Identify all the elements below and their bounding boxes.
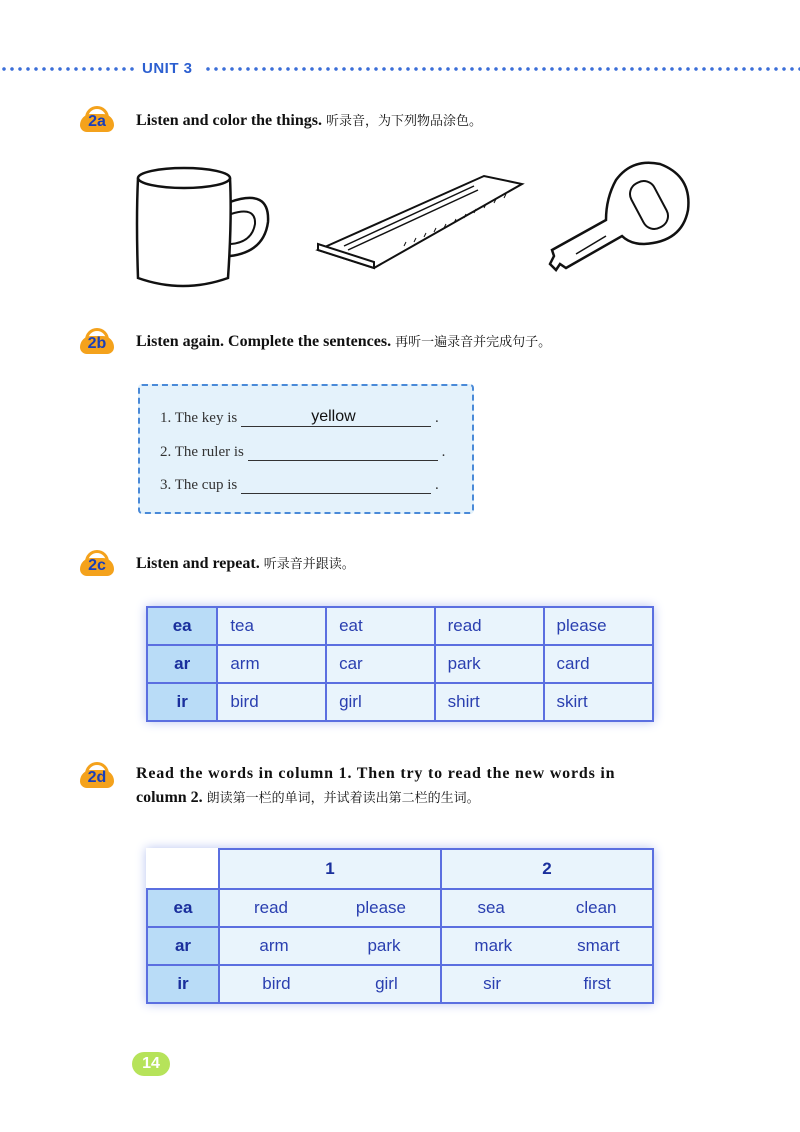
word-cell: bird [262,974,291,993]
word-cell: read [435,607,544,645]
answer-blank-1[interactable]: yellow [241,408,431,427]
word-cell: girl [326,683,435,721]
page-number: 14 [132,1052,170,1076]
letter-key: ea [147,889,219,927]
word-cell: tea [217,607,326,645]
table-row [147,965,653,1003]
sentence-1: 1. The key is yellow . [160,408,439,426]
answer-blank-3[interactable] [241,475,431,494]
sentence-2: 2. The ruler is . [160,444,446,460]
cup-icon [128,160,278,294]
column-1-header: 1 [219,849,441,889]
letter-key: ar [147,927,219,965]
table-row [147,607,653,645]
instruction-2d-line2: column 2. 朗读第一栏的单词，并试着读出第二栏的生词。 [136,789,480,806]
word-cell: read [253,898,288,917]
letter-key: ar [147,645,217,683]
word-cell: smart [577,936,620,955]
phonics-table-2c [146,606,654,722]
table-row [147,927,653,965]
word-cell: eat [326,607,435,645]
table-row [147,889,653,927]
instruction-2c: Listen and repeat. 听录音并跟读。 [136,555,355,572]
word-cell: first [583,974,611,993]
header-dots-right [204,66,800,72]
word-cell: clean [575,898,617,917]
word-cell: arm [217,645,326,683]
word-cell: sir [483,974,502,993]
instruction-2d-line1: Read the words in column 1. Then try to read the new words in [136,765,616,782]
word-cell: mark [474,936,513,955]
table-row [147,683,653,721]
answer-blank-2[interactable] [248,442,438,461]
word-cell: please [355,898,406,917]
letter-key: ir [147,683,217,721]
header-dots-left [0,66,138,72]
instruction-2a: Listen and color the things. 听录音，为下列物品涂色。 [136,112,482,129]
badge-2c: 2c [80,550,116,576]
ruler-icon [314,172,526,272]
word-cell: arm [259,936,289,955]
instruction-2b: Listen again. Complete the sentences. 再听一遍录音并完成句子。 [136,333,552,350]
badge-2d: 2d [80,762,116,788]
column-2-header: 2 [441,849,653,889]
key-icon [546,158,696,280]
word-cell: bird [217,683,326,721]
word-cell: sea [477,898,505,917]
word-cell: please [544,607,653,645]
sentence-box [138,384,474,514]
badge-2a: 2a [80,106,116,132]
letter-key: ir [147,965,219,1003]
word-cell: card [544,645,653,683]
word-cell: skirt [544,683,653,721]
badge-2b: 2b [80,328,116,354]
sentence-3: 3. The cup is . [160,477,439,493]
word-cell: shirt [435,683,544,721]
word-cell: girl [375,974,398,993]
unit-label: UNIT 3 [142,60,193,77]
phonics-table-2d [146,848,654,1004]
word-cell: park [367,936,401,955]
table-row [147,645,653,683]
word-cell: car [326,645,435,683]
table-header-row [147,849,653,889]
letter-key: ea [147,607,217,645]
word-cell: park [435,645,544,683]
